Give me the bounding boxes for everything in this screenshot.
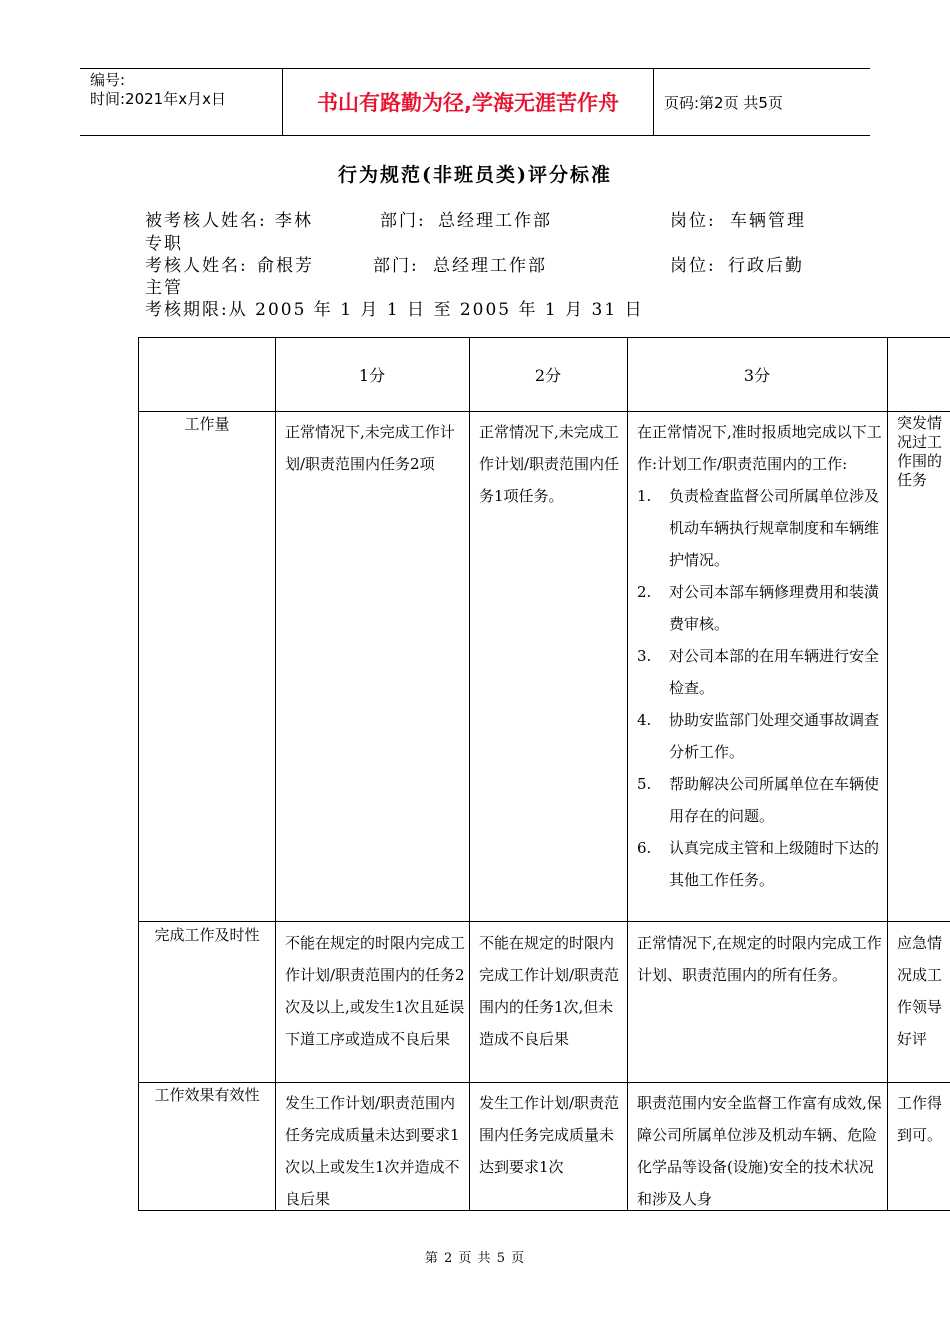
assessment-period: 考核期限:从 2005 年 1 月 1 日 至 2005 年 1 月 31 日 (145, 300, 644, 320)
document-number-label: 编号: (90, 71, 126, 89)
row-label-effectiveness: 工作效果有效性 (154, 1086, 260, 1104)
cell-effectiveness-4: 工作得到可。 (897, 1094, 943, 1144)
page-footer: 第 2 页 共 5 页 (424, 1251, 526, 1266)
list-item: 5. 帮助解决公司所属单位在车辆使用存在的问题。 (637, 775, 880, 825)
assessor-label: 考核人姓名: (145, 256, 248, 276)
cell-effectiveness-1: 发生工作计划/职责范围内任务完成质量未达到要求1次以上或发生1次并造成不良后果 (285, 1094, 460, 1208)
cell-timeliness-4: 应急情况成工作领导好评 (897, 934, 943, 1048)
assessee-post-cont: 专职 (145, 234, 183, 254)
post-label-1: 岗位: (670, 211, 716, 231)
dept-label-1: 部门: (380, 211, 426, 231)
list-item: 1. 负责检查监督公司所属单位涉及机动车辆执行规章制度和车辆维护情况。 (637, 487, 880, 569)
list-item: 4. 协助安监部门处理交通事故调查分析工作。 (637, 711, 880, 761)
table-col-divider (139, 338, 276, 1210)
cell-effectiveness-2: 发生工作计划/职责范围内任务完成质量未达到要求1次 (479, 1094, 620, 1176)
cell-timeliness-2: 不能在规定的时限内完成工作计划/职责范围内的任务1次,但未造成不良后果 (479, 934, 620, 1048)
page-header (80, 68, 870, 136)
cell-workload-3 (637, 416, 885, 896)
scoring-table (138, 337, 950, 1211)
header-page-number: 页码:第2页 共5页 (664, 93, 783, 112)
workload-task-list (637, 480, 885, 896)
header-meta (80, 69, 282, 135)
assessor-name: 俞根芳 (257, 256, 314, 276)
header-motto: 书山有路勤为径,学海无涯苦作舟 (282, 69, 654, 135)
header-score-2: 2分 (534, 366, 562, 385)
table-row-divider (139, 1082, 950, 1083)
table-row-divider (139, 921, 950, 922)
dept-value-1: 总经理工作部 (438, 211, 552, 231)
cell-timeliness-3: 正常情况下,在规定的时限内完成工作计划、职责范围内的所有任务。 (637, 934, 882, 984)
assessee-label: 被考核人姓名: (145, 211, 267, 231)
table-row-divider (139, 411, 950, 412)
document-time: 时间:2021年x月x日 (90, 90, 226, 108)
cell-workload-3-intro: 在正常情况下,准时报质地完成以下工作:计划工作/职责范围内的工作: (637, 423, 882, 473)
row-label-timeliness: 完成工作及时性 (154, 926, 260, 944)
post-value-1: 车辆管理 (730, 211, 806, 231)
dept-value-2: 总经理工作部 (433, 256, 547, 276)
assessor-post-cont: 主管 (145, 278, 183, 298)
list-item: 2. 对公司本部车辆修理费用和装潢费审核。 (637, 583, 880, 633)
header-score-1: 1分 (358, 366, 386, 385)
row-label-workload: 工作量 (184, 415, 230, 433)
document-title: 行为规范(非班员类)评分标准 (338, 164, 612, 186)
list-item: 6. 认真完成主管和上级随时下达的其他工作任务。 (637, 839, 880, 889)
dept-label-2: 部门: (373, 256, 419, 276)
assessee-name: 李林 (275, 211, 313, 231)
post-label-2: 岗位: (670, 256, 716, 276)
list-item: 3. 对公司本部的在用车辆进行安全检查。 (637, 647, 880, 697)
cell-effectiveness-3: 职责范围内安全监督工作富有成效,保障公司所属单位涉及机动车辆、危险化学品等设备(设施)安全的技术状况和涉及人身 (637, 1094, 882, 1208)
cell-workload-2: 正常情况下,未完成工作计划/职责范围内任务1项任务。 (479, 423, 620, 505)
header-score-3: 3分 (743, 366, 771, 385)
cell-timeliness-1: 不能在规定的时限内完成工作计划/职责范围内的任务2次及以上,或发生1次且延误下道工序或造成不良后果 (285, 934, 465, 1048)
cell-workload-1: 正常情况下,未完成工作计划/职责范围内任务2项 (285, 423, 455, 473)
post-value-2: 行政后勤 (728, 256, 804, 276)
cell-workload-4: 突发情况过工作围的任务 (897, 414, 943, 489)
